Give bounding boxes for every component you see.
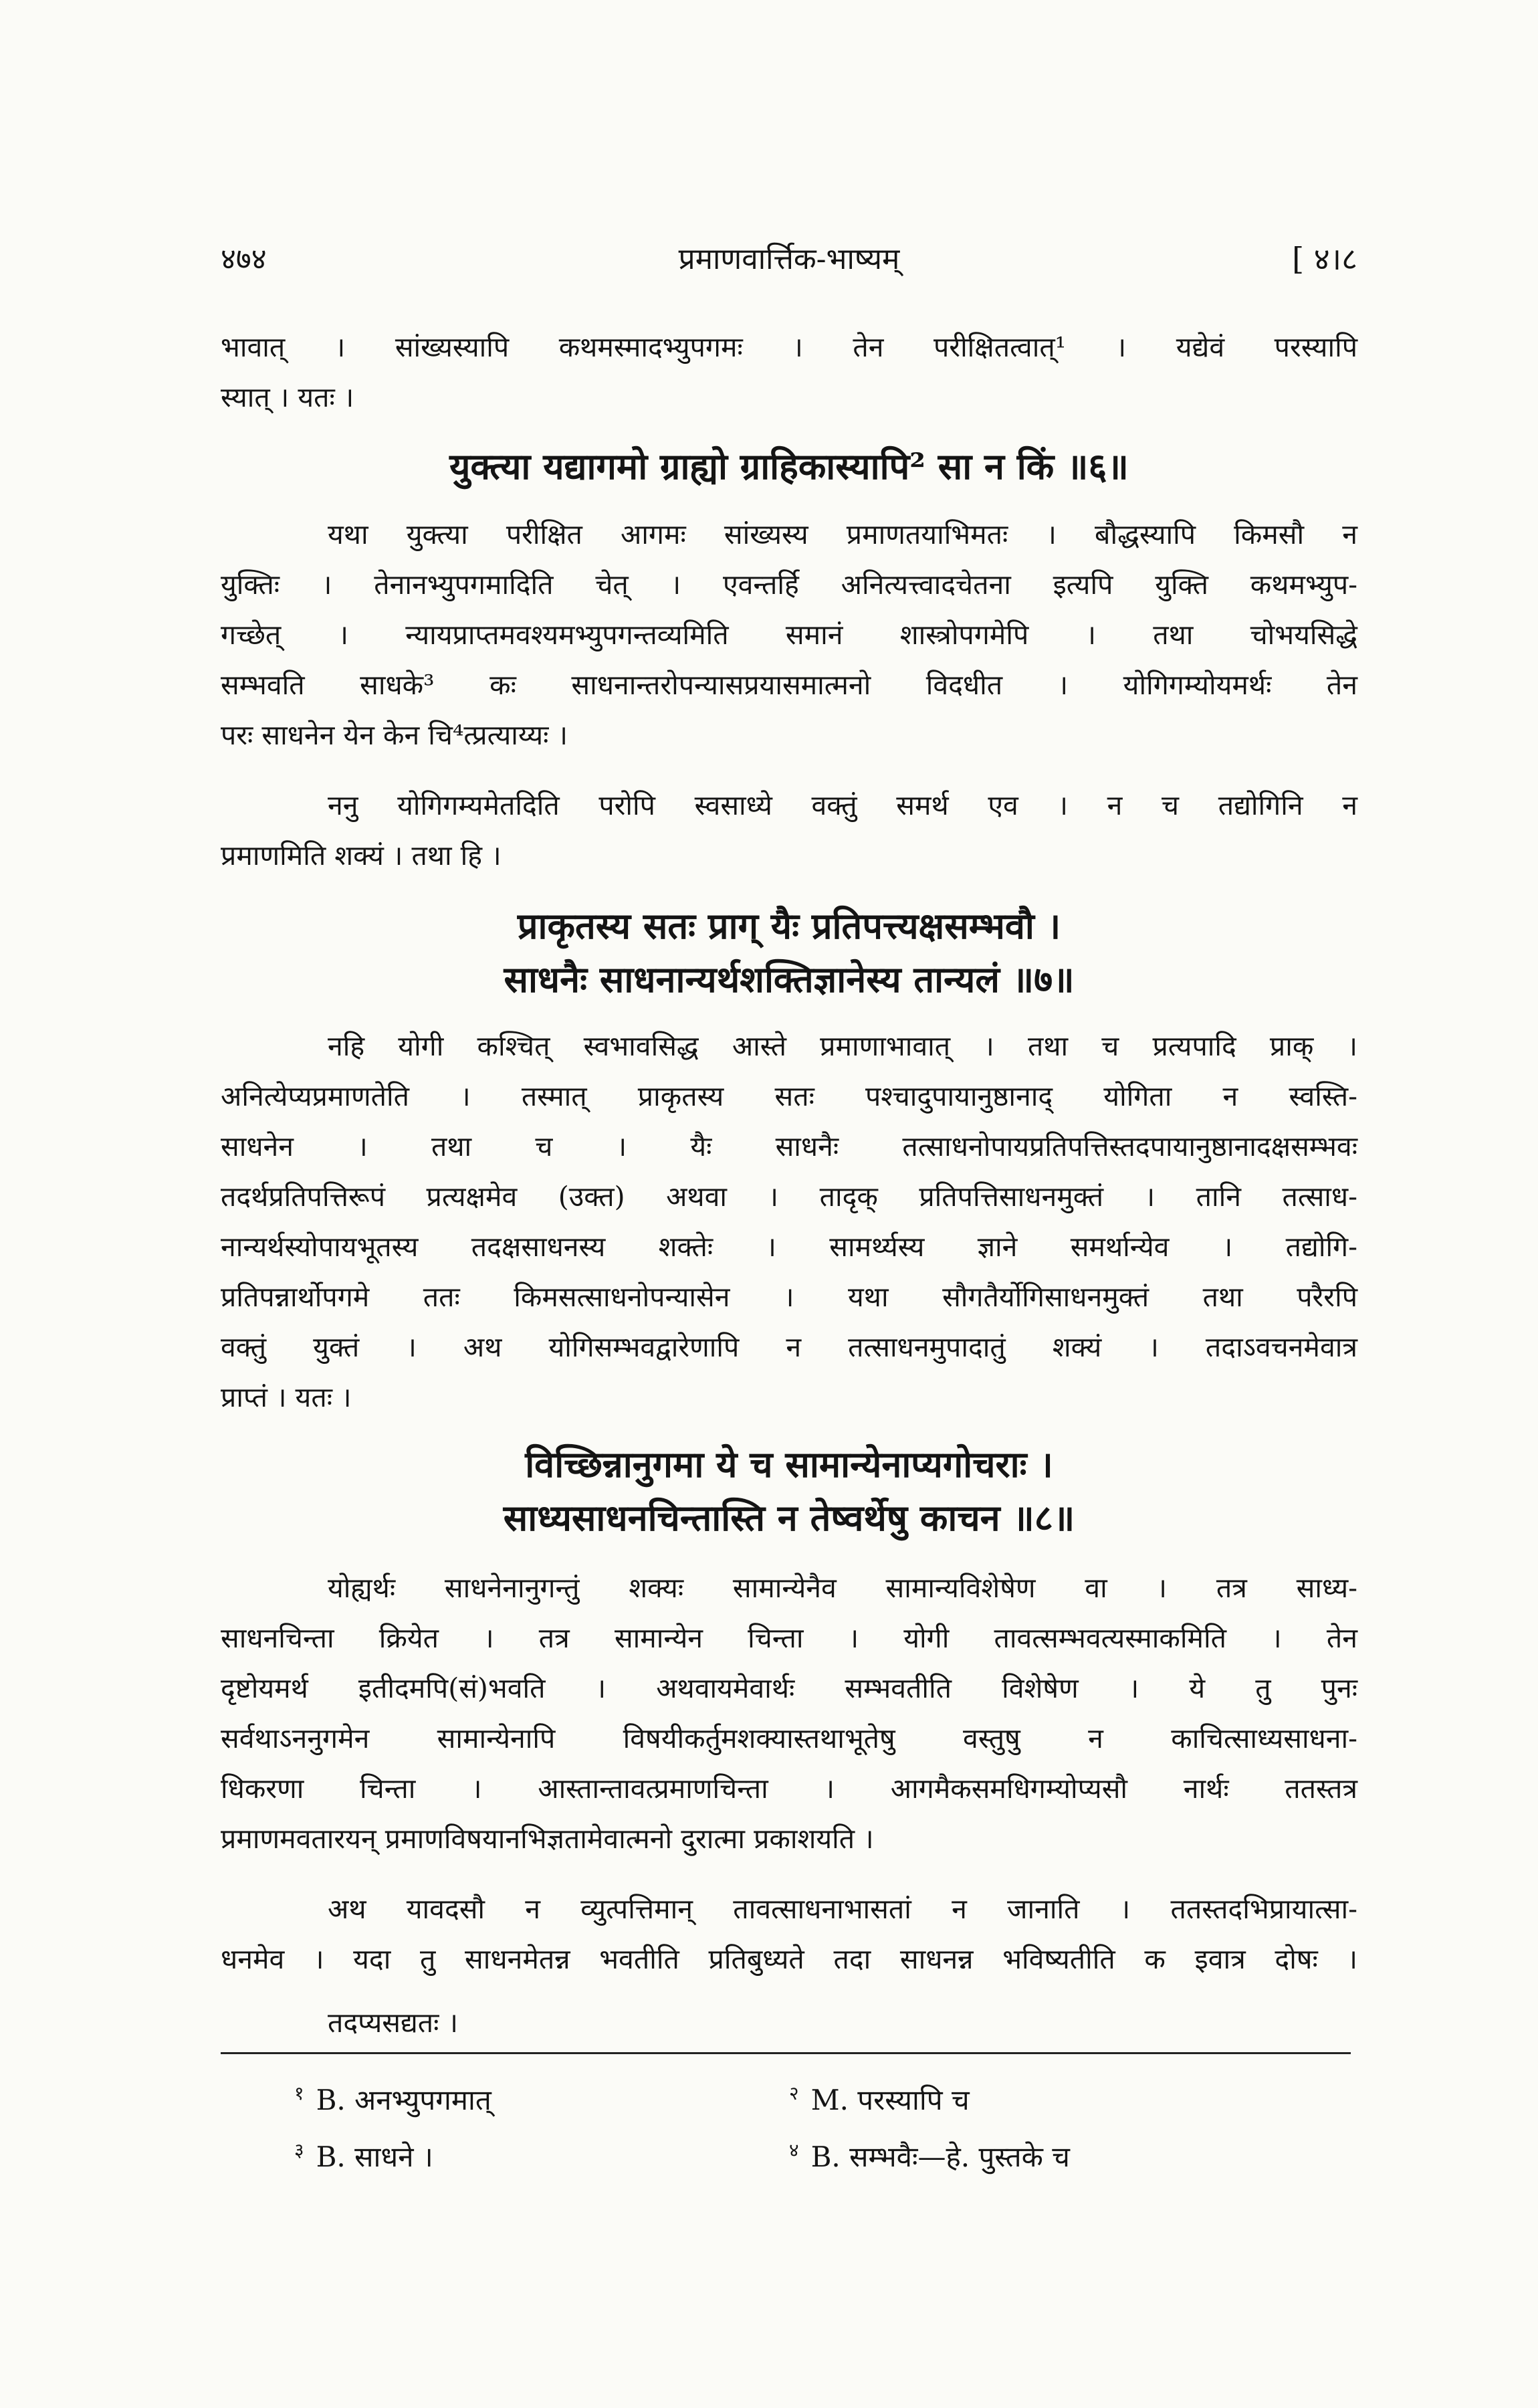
- footnote: [294, 2137, 433, 2175]
- footnote-text: B. साधने ।: [316, 2140, 433, 2173]
- footnote-mark: १: [294, 2082, 304, 2104]
- prose-line: गच्छेत् । न्यायप्राप्तमवश्यमभ्युपगन्तव्यमिति समानं शास्त्रोपगमेपि । तथा चोभयसिद्धे: [221, 619, 1357, 651]
- prose-line: भावात् । सांख्यस्यापि कथमस्मादभ्युपगमः । तेन परीक्षितत्वात्¹ । यद्येवं परस्यापि: [221, 331, 1357, 363]
- prose-line: सम्भवति साधके³ कः साधनान्तरोपन्यासप्रयासमात्मनो विदधीत । योगिगम्योयमर्थः तेन: [221, 669, 1357, 701]
- section-reference: [ ४।८: [1292, 241, 1357, 277]
- prose-line: प्रमाणमवतारयन् प्रमाणविषयानभिज्ञतामेवात्मनो दुरात्मा प्रकाशयति ।: [221, 1823, 874, 1855]
- prose-line: नहि योगी कश्चित् स्वभावसिद्ध आस्ते प्रमाणाभावात् । तथा च प्रत्यपादि प्राक् ।: [328, 1030, 1357, 1062]
- prose-line: तदप्यसद्यतः ।: [328, 2007, 459, 2039]
- footnote-text: M. परस्यापि च: [810, 2084, 970, 2116]
- page-header: [221, 237, 1357, 291]
- verse-line: विच्छिन्नानुगमा ये च सामान्येनाप्यगोचराः ।: [525, 1443, 1053, 1486]
- footnote: [789, 2080, 970, 2118]
- prose-line: अथ यावदसौ न व्युत्पत्तिमान् तावत्साधनाभासतां न जानाति । ततस्तदभिप्रायात्सा-: [328, 1893, 1357, 1925]
- prose-line: साधनचिन्ता क्रियेत । तत्र सामान्येन चिन्ता । योगी तावत्सम्भवत्यस्माकमिति । तेन: [221, 1622, 1357, 1654]
- footnote-mark: २: [789, 2082, 799, 2104]
- prose-line: नान्यर्थस्योपायभूतस्य तदक्षसाधनस्य शक्तेः । सामर्थ्यस्य ज्ञाने समर्थान्येव । तद्योगि-: [221, 1231, 1357, 1263]
- footnote-mark: ४: [789, 2139, 799, 2161]
- prose-line: परः साधनेन येन केन चि⁴त्प्रत्याय्यः ।: [221, 719, 568, 751]
- prose-line: धिकरणा चिन्ता । आस्तान्तावत्प्रमाणचिन्ता । आगमैकसमधिगम्योप्यसौ नार्थः ततस्तत्र: [221, 1773, 1357, 1805]
- prose-line: प्रमाणमिति शक्यं । तथा हि ।: [221, 839, 502, 872]
- verse-line: युक्त्या यद्यागमो ग्राह्यो ग्राहिकास्यापि² सा न किं ॥६॥: [449, 445, 1129, 488]
- prose-line: साधनेन । तथा च । यैः साधनैः तत्साधनोपायप्रतिपत्तिस्तदपायानुष्ठानादक्षसम्भवः: [221, 1130, 1357, 1163]
- prose-line: अनित्येप्यप्रमाणतेति । तस्मात् प्राकृतस्य सतः पश्चादुपायानुष्ठानाद् योगिता न स्वस्ति-: [221, 1080, 1357, 1112]
- prose-line: युक्तिः । तेनानभ्युपगमादिति चेत् । एवन्तर्हि अनित्यत्त्वादचेतना इत्यपि युक्ति कथमभ्युप-: [221, 569, 1357, 601]
- prose-line: दृष्टोयमर्थ इतीदमपि(सं)भवति । अथवायमेवार्थः सम्भवतीति विशेषेण । ये तु पुनः: [221, 1672, 1357, 1704]
- footnote-mark: ३: [294, 2139, 304, 2161]
- page-number: ४७४: [221, 242, 267, 276]
- verse-line: प्राकृतस्य सतः प्राग् यैः प्रतिपत्त्यक्षसम्भवौ ।: [517, 904, 1061, 947]
- prose-line: प्रतिपन्नार्थोपगमे ततः किमसत्साधनोपन्यासेन । यथा सौगतैर्योगिसाधनमुक्तं तथा परैरपि: [221, 1281, 1357, 1313]
- prose-line: सर्वथाऽननुगमेन सामान्येनापि विषयीकर्तुमशक्यास्तथाभूतेषु वस्तुषु न काचित्साध्यसाधना-: [221, 1722, 1357, 1754]
- footnote: [789, 2137, 1070, 2175]
- footnote: [294, 2080, 491, 2118]
- prose-line: प्राप्तं । यतः ।: [221, 1381, 352, 1413]
- running-title: प्रमाणवार्त्तिक-भाष्यम्: [678, 242, 900, 276]
- footnote-text: B. अनभ्युपगमात्: [316, 2084, 491, 2116]
- prose-line: योह्यर्थः साधनेनानुगन्तुं शक्यः सामान्येनैव सामान्यविशेषेण वा । तत्र साध्य-: [328, 1572, 1357, 1604]
- verse-line: साधनैः साधनान्यर्थशक्तिज्ञानेस्य तान्यलं ॥७॥: [504, 958, 1075, 1001]
- prose-line: तदर्थप्रतिपत्तिरूपं प्रत्यक्षमेव (उक्त) अथवा । तादृक् प्रतिपत्तिसाधनमुक्तं । तानि तत्साध-: [221, 1181, 1357, 1213]
- footnote-text: B. सम्भवैः—हे. पुस्तके च: [810, 2140, 1070, 2173]
- verse-line: साध्यसाधनचिन्तास्ति न तेष्वर्थेषु काचन ॥८॥: [503, 1496, 1075, 1539]
- prose-line: यथा युक्त्या परीक्षित आगमः सांख्यस्य प्रमाणतयाभिमतः । बौद्धस्यापि किमसौ न: [328, 518, 1357, 550]
- footnote-divider: [221, 2052, 1351, 2054]
- prose-line: ननु योगिगम्यमेतदिति परोपि स्वसाध्ये वक्तुं समर्थ एव । न च तद्योगिनि न: [328, 789, 1357, 821]
- prose-line: वक्तुं युक्तं । अथ योगिसम्भवद्वारेणापि न तत्साधनमुपादातुं शक्यं । तदाऽवचनमेवात्र: [221, 1331, 1357, 1363]
- prose-line: स्यात् । यतः ।: [221, 381, 354, 413]
- prose-line: धनमेव । यदा तु साधनमेतन्न भवतीति प्रतिबुध्यते तदा साधनन्न भविष्यतीति क इवात्र दोषः ।: [221, 1943, 1357, 1975]
